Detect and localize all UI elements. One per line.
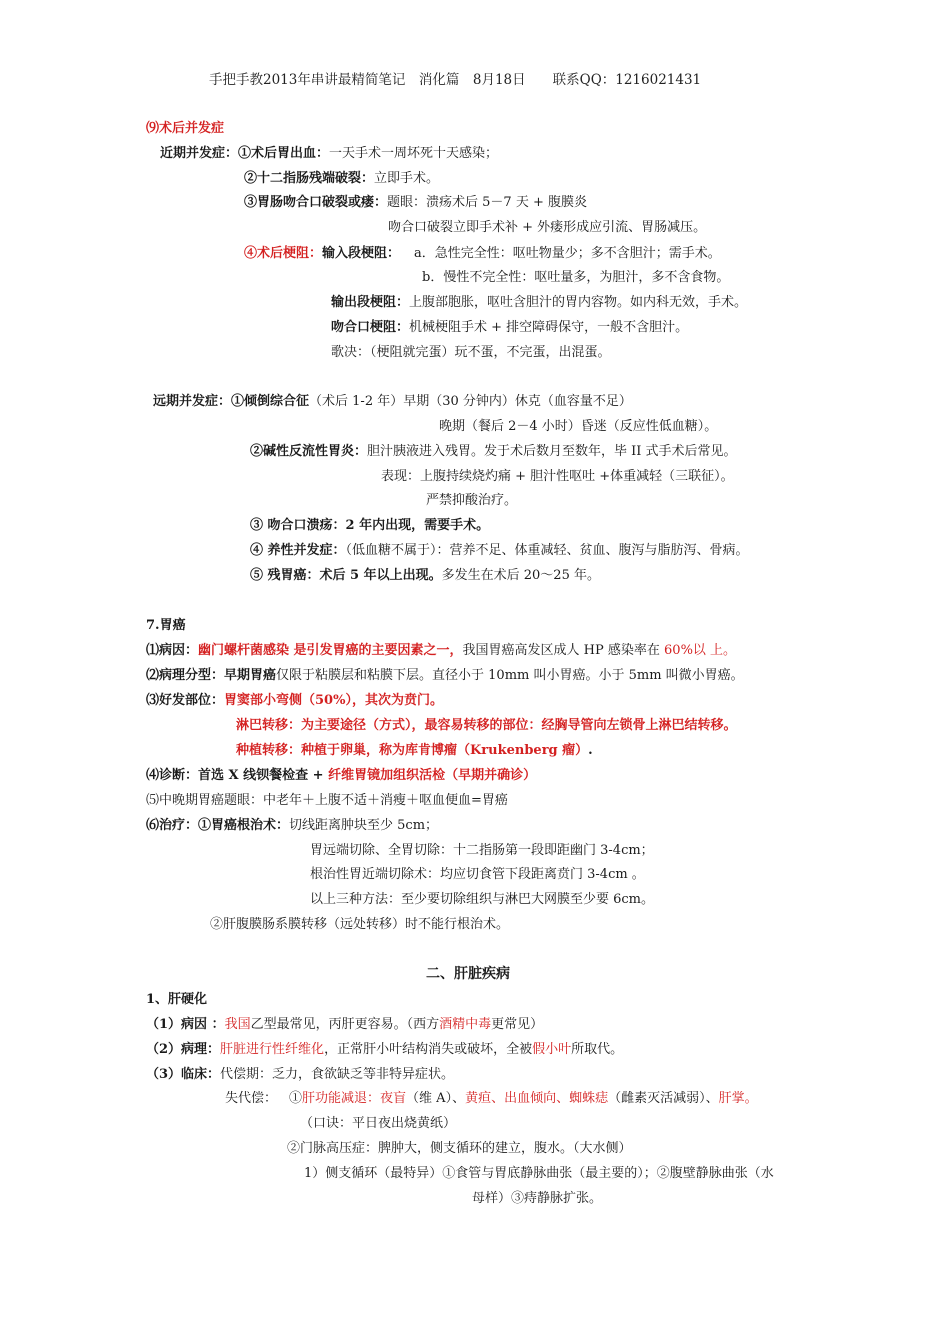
subsection-title-cirrhosis: 1、肝硬化: [146, 992, 208, 1007]
far-complication-item-2-cont: 表现：上腹持续烧灼痛 + 胆汁性呕吐 +体重减轻（三联征）。: [381, 469, 734, 484]
decompensated-stage: [225, 1090, 758, 1108]
item-number: ①: [289, 1091, 303, 1106]
item-heading: ①术后胃出血：: [238, 146, 330, 161]
item-heading: （3）临床：: [146, 1067, 221, 1082]
near-label: 近期并发症：: [160, 146, 239, 161]
item-highlight: 纤维胃镜加组织活检（早期并确诊）: [328, 768, 537, 783]
item-text: 题眼：溃疡术后 5－7 天 + 腹膜炎: [387, 195, 587, 210]
far-label: 远期并发症：: [153, 394, 232, 409]
item-text: 上腹部胞胀，呕吐含胆汁的胃内容物。如内科无效，手术。: [409, 295, 748, 310]
item-bold: 早期胃癌: [224, 668, 277, 683]
item-heading: （1）病因 ：: [146, 1017, 225, 1032]
item-text: （低血糖不属于）：营养不足、体重减轻、贫血、腹泻与脂肪泻、骨病。: [345, 543, 749, 558]
treatment-line-2: 胃远端切除、全胃切除：十二指肠第一段即距幽门 3-4cm；: [310, 843, 654, 858]
item-text: 更常见）: [491, 1017, 544, 1032]
item-highlight: 酒精中毒: [439, 1017, 492, 1032]
item-heading: ⑴病因：: [146, 643, 199, 658]
gastric-diagnosis: [146, 767, 536, 785]
item-heading: ④ 养性并发症：: [250, 543, 346, 558]
near-complication-item-3-cont: 吻合口破裂立即手术补 + 外瘘形成应引流、胃肠减压。: [388, 220, 707, 235]
item-text: 多发生在术后 20～25 年。: [441, 568, 600, 583]
item-highlight: 我国: [224, 1017, 251, 1032]
item-text: 我国胃癌高发区成人 HP 感染率在: [462, 643, 665, 658]
item-highlight: 黄疸、出血倾向、蜘蛛痣: [465, 1091, 609, 1106]
item-heading: ④术后梗阻：: [244, 246, 323, 261]
item-heading: ②碱性反流性胃炎：: [250, 444, 368, 459]
gastric-clue: ⑸中晚期胃癌题眼：中老年＋上腹不适＋消瘦＋呕血便血=胃癌: [146, 793, 508, 808]
item-highlight: 肝掌。: [718, 1091, 758, 1106]
near-complication-item-3: [244, 194, 587, 212]
item-highlight: 肝功能减退：夜盲: [302, 1091, 407, 1106]
item-heading: 吻合口梗阻：: [331, 320, 410, 335]
item-heading: ⑵病理分型：: [146, 668, 225, 683]
collateral-circulation: 1）侧支循环（最特异）①食管与胃底静脉曲张（最主要的）；②腹壁静脉曲张（水: [304, 1166, 774, 1181]
portal-hypertension: ②门脉高压症：脾肿大，侧支循环的建立，腹水。（大水侧）: [287, 1141, 632, 1156]
far-complication-item-3: ③ 吻合口溃疡：2 年内出现，需要手术。: [250, 518, 490, 533]
input-obstruction-b: b．慢性不完全性：呕吐量多，为胆汁，多不含食物。: [422, 270, 730, 285]
near-complication-item-1: [160, 145, 498, 163]
far-complication-item-4: [250, 542, 749, 560]
section-title-liver: 二、肝脏疾病: [426, 966, 510, 982]
mnemonic: 歌决：（梗阻就完蛋）玩不蛋，不完蛋，出混蛋。: [331, 345, 611, 360]
cirrhosis-cause: [146, 1016, 543, 1034]
lymph-metastasis: 淋巴转移：为主要途径（方式），最容易转移的部位：经胸导管向左锁骨上淋巴结转移。: [236, 718, 737, 733]
item-highlight: 胃窦部小弯侧（50%），其次为贲门。: [224, 693, 443, 708]
input-obstruction-heading: 输入段梗阻：: [322, 246, 401, 261]
far-complication-item-1: [153, 393, 632, 411]
item-text: 乙型最常见，丙肝更容易。（西方: [250, 1017, 440, 1032]
gastric-cause: [146, 642, 736, 660]
cirrhosis-pathology: [146, 1041, 623, 1059]
item-text: 机械梗阻手术 + 排空障碍保守，一般不含胆汁。: [409, 320, 689, 335]
input-obstruction-a: a．急性完全性：呕吐物量少；多不含胆汁；需手术。: [414, 246, 721, 261]
item-text: （维 A）、: [406, 1091, 466, 1106]
item-highlight: 假小叶: [532, 1042, 572, 1057]
anastomotic-obstruction: [331, 319, 688, 337]
near-complication-item-4: [244, 245, 721, 263]
far-complication-item-2: [250, 443, 737, 461]
item-text: （术后 1-2 年）早期（30 分钟内）休克（血容量不足）: [309, 394, 632, 409]
item-highlight: 幽门螺杆菌感染 是引发胃癌的主要因素之一，: [198, 643, 463, 658]
item-heading: （2）病理：: [146, 1042, 221, 1057]
section-title-gastric-cancer: 7.胃癌: [146, 618, 186, 633]
item-end: .: [588, 743, 593, 758]
far-complication-item-1-cont: 晚期（餐后 2－4 小时）昏迷（反应性低血糖）。: [439, 419, 718, 434]
item-text: 所取代。: [571, 1042, 624, 1057]
page-header: 手把手教2013年串讲最精简笔记 消化篇 8月18日 联系QQ：1216021431: [209, 72, 702, 88]
item-heading: ②十二指肠残端破裂：: [244, 171, 375, 186]
item-highlight: 60%以 上。: [664, 643, 737, 658]
item-heading: 输出段梗阻：: [331, 295, 410, 310]
treatment-line-5: ②肝腹膜肠系膜转移（远处转移）时不能行根治术。: [210, 917, 510, 932]
treatment-line-4: 以上三种方法：至少要切除组织与淋巴大网膜至少要 6cm。: [310, 892, 655, 907]
gastric-pathology: [146, 667, 744, 685]
section-title-complications: ⑼术后并发症: [146, 121, 225, 136]
far-complication-item-2-note: 严禁抑酸治疗。: [426, 493, 518, 508]
item-heading: ③胃肠吻合口破裂或瘘：: [244, 195, 388, 210]
item-heading: ①倾倒综合征: [231, 394, 310, 409]
item-highlight: 种植转移：种植于卵巢，称为库肯博瘤（Krukenberg 瘤）: [236, 743, 589, 758]
near-complication-item-2: [244, 170, 439, 188]
item-highlight: 肝脏进行性纤维化: [220, 1042, 325, 1057]
item-text: 胆汁胰液进入残胃。发于术后数月至数年，毕 II 式手术后常见。: [367, 444, 737, 459]
item-text: 代偿期：乏力，食欲缺乏等非特异症状。: [220, 1067, 455, 1082]
gastric-site: [146, 692, 443, 710]
collateral-circulation-cont: 母样）③痔静脉扩张。: [472, 1191, 603, 1206]
item-heading: ⑹治疗：①胃癌根治术：: [146, 818, 290, 833]
item-heading: ⑤ 残胃癌：术后 5 年以上出现。: [250, 568, 442, 583]
item-text: ，正常肝小叶结构消失或破坏，全被: [324, 1042, 533, 1057]
item-text: 立即手术。: [374, 171, 440, 186]
item-text: 仅限于粘膜层和粘膜下层。直径小于 10mm 叫小胃癌。小于 5mm 叫微小胃癌。: [276, 668, 744, 683]
decompensated-mnemonic: （口诀：平日夜出烧黄纸）: [300, 1116, 457, 1131]
implant-metastasis: [236, 742, 593, 760]
item-heading: 失代偿：: [225, 1091, 278, 1106]
far-complication-item-5: [250, 567, 600, 585]
treatment-line-3: 根治性胃近端切除术：均应切食管下段距离贲门 3-4cm 。: [310, 867, 645, 882]
gastric-treatment: [146, 817, 438, 835]
item-text: 一天手术一周坏死十天感染；: [329, 146, 499, 161]
output-obstruction: [331, 294, 747, 312]
item-heading: ⑶好发部位：: [146, 693, 225, 708]
cirrhosis-clinical: [146, 1066, 454, 1084]
item-heading: ⑷诊断：首选 X 线钡餐检查 +: [146, 768, 329, 783]
item-text: （雌素灭活减弱）、: [608, 1091, 719, 1106]
item-text: 切线距离肿块至少 5cm；: [289, 818, 439, 833]
